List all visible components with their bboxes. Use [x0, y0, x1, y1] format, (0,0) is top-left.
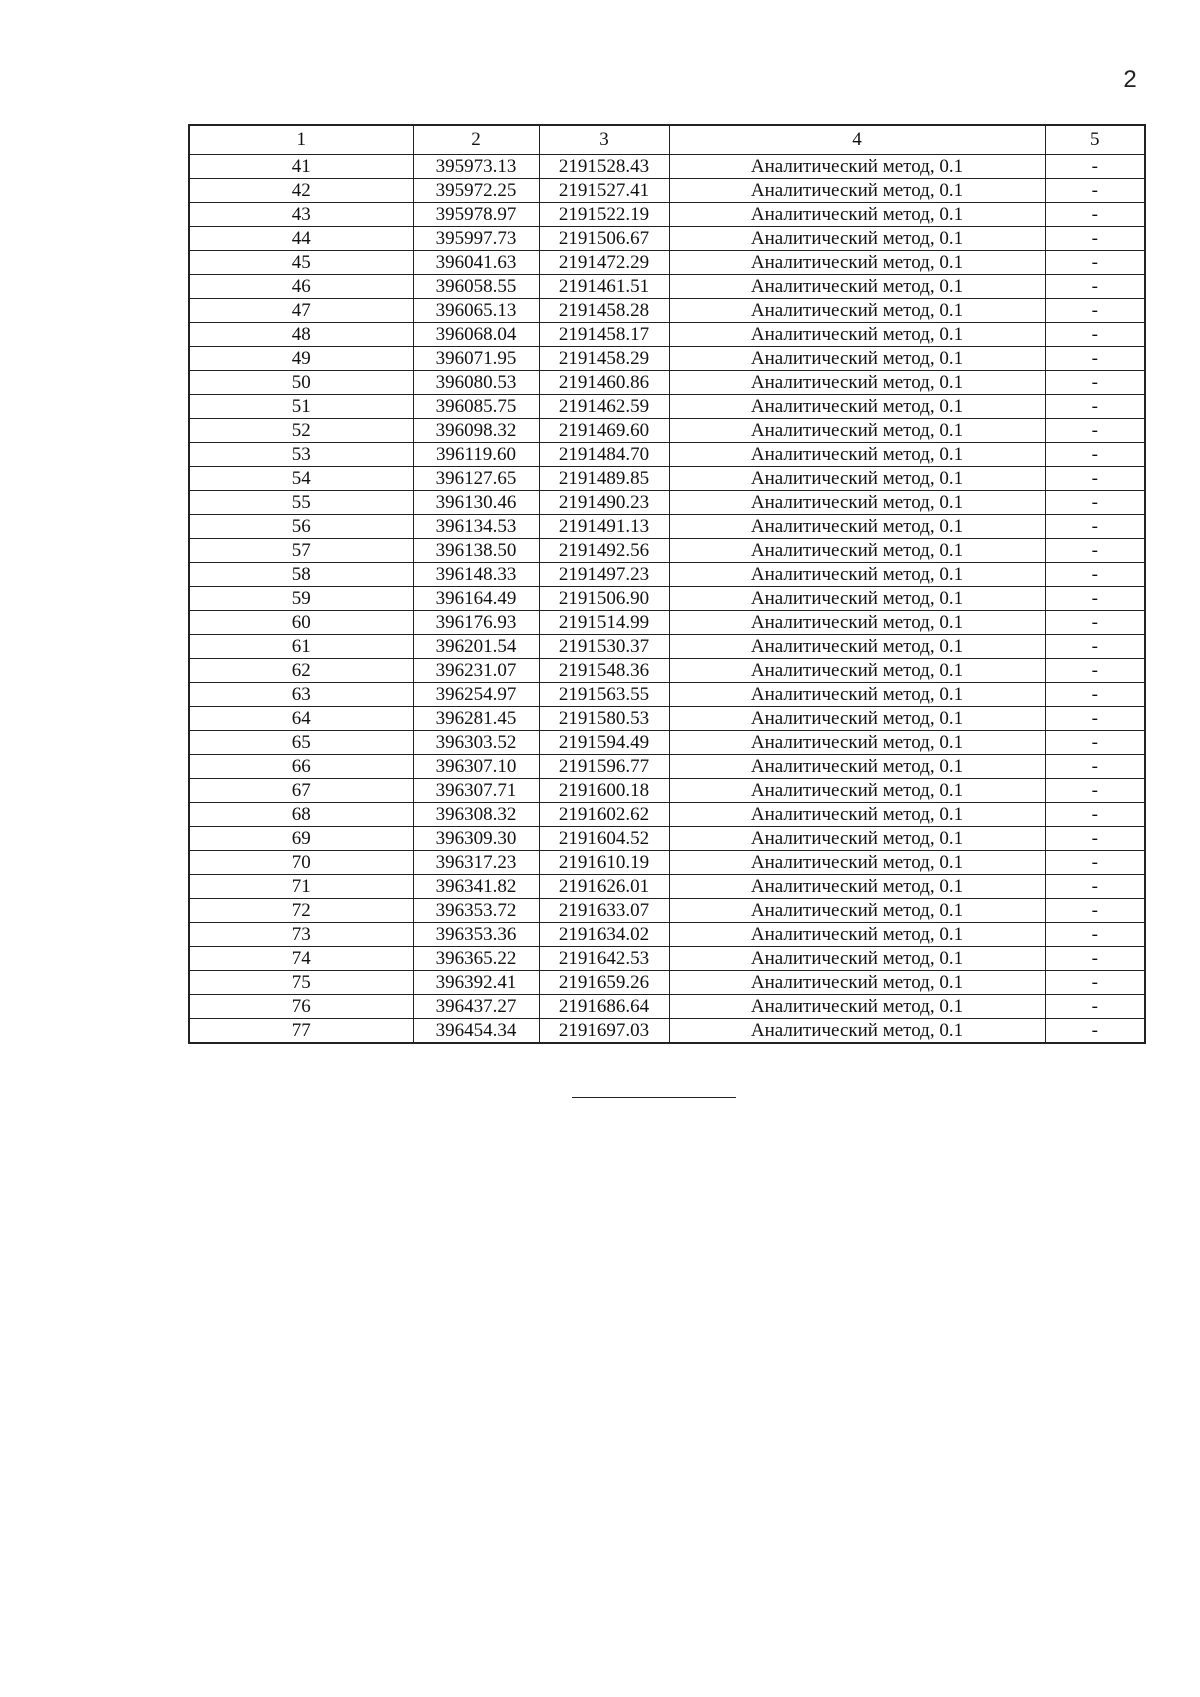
cell-x: 396176.93 [413, 611, 539, 635]
table-row [189, 731, 1145, 755]
cell-method: Аналитический метод, 0.1 [669, 299, 1045, 323]
cell-method: Аналитический метод, 0.1 [669, 971, 1045, 995]
cell-x: 396365.22 [413, 947, 539, 971]
table-row [189, 635, 1145, 659]
cell-method: Аналитический метод, 0.1 [669, 851, 1045, 875]
table-row [189, 611, 1145, 635]
cell-point-number: 75 [189, 971, 413, 995]
cell-y: 2191600.18 [539, 779, 669, 803]
cell-y: 2191472.29 [539, 251, 669, 275]
cell-point-number: 72 [189, 899, 413, 923]
cell-method: Аналитический метод, 0.1 [669, 539, 1045, 563]
table-row [189, 251, 1145, 275]
cell-description: - [1045, 1019, 1145, 1044]
cell-method: Аналитический метод, 0.1 [669, 611, 1045, 635]
cell-method: Аналитический метод, 0.1 [669, 275, 1045, 299]
cell-y: 2191563.55 [539, 683, 669, 707]
cell-point-number: 77 [189, 1019, 413, 1044]
cell-point-number: 45 [189, 251, 413, 275]
cell-x: 396353.36 [413, 923, 539, 947]
cell-y: 2191462.59 [539, 395, 669, 419]
table-row [189, 851, 1145, 875]
cell-point-number: 58 [189, 563, 413, 587]
cell-method: Аналитический метод, 0.1 [669, 1019, 1045, 1044]
table-row [189, 755, 1145, 779]
table-row [189, 923, 1145, 947]
cell-description: - [1045, 707, 1145, 731]
table-row [189, 419, 1145, 443]
cell-method: Аналитический метод, 0.1 [669, 443, 1045, 467]
table-row [189, 491, 1145, 515]
table-row [189, 299, 1145, 323]
table-row [189, 323, 1145, 347]
cell-y: 2191490.23 [539, 491, 669, 515]
table-row [189, 203, 1145, 227]
cell-y: 2191594.49 [539, 731, 669, 755]
cell-method: Аналитический метод, 0.1 [669, 659, 1045, 683]
cell-y: 2191596.77 [539, 755, 669, 779]
cell-point-number: 71 [189, 875, 413, 899]
cell-description: - [1045, 731, 1145, 755]
cell-y: 2191489.85 [539, 467, 669, 491]
cell-point-number: 62 [189, 659, 413, 683]
cell-y: 2191697.03 [539, 1019, 669, 1044]
cell-description: - [1045, 299, 1145, 323]
cell-y: 2191633.07 [539, 899, 669, 923]
cell-y: 2191514.99 [539, 611, 669, 635]
cell-point-number: 52 [189, 419, 413, 443]
cell-x: 396454.34 [413, 1019, 539, 1044]
column-header-y: 3 [539, 125, 669, 155]
cell-method: Аналитический метод, 0.1 [669, 395, 1045, 419]
cell-method: Аналитический метод, 0.1 [669, 155, 1045, 179]
cell-method: Аналитический метод, 0.1 [669, 827, 1045, 851]
cell-method: Аналитический метод, 0.1 [669, 803, 1045, 827]
cell-y: 2191506.90 [539, 587, 669, 611]
table-row [189, 971, 1145, 995]
cell-point-number: 53 [189, 443, 413, 467]
cell-x: 396231.07 [413, 659, 539, 683]
table-row [189, 515, 1145, 539]
cell-description: - [1045, 467, 1145, 491]
cell-y: 2191491.13 [539, 515, 669, 539]
table-row [189, 995, 1145, 1019]
cell-description: - [1045, 971, 1145, 995]
cell-point-number: 70 [189, 851, 413, 875]
cell-x: 396308.32 [413, 803, 539, 827]
table-row [189, 179, 1145, 203]
cell-description: - [1045, 251, 1145, 275]
cell-y: 2191458.29 [539, 347, 669, 371]
cell-x: 395997.73 [413, 227, 539, 251]
cell-y: 2191530.37 [539, 635, 669, 659]
cell-description: - [1045, 419, 1145, 443]
cell-y: 2191458.17 [539, 323, 669, 347]
cell-description: - [1045, 155, 1145, 179]
cell-x: 396068.04 [413, 323, 539, 347]
table-row [189, 539, 1145, 563]
cell-method: Аналитический метод, 0.1 [669, 371, 1045, 395]
cell-y: 2191460.86 [539, 371, 669, 395]
table-row [189, 707, 1145, 731]
cell-method: Аналитический метод, 0.1 [669, 947, 1045, 971]
table-row [189, 467, 1145, 491]
cell-description: - [1045, 779, 1145, 803]
cell-y: 2191548.36 [539, 659, 669, 683]
cell-description: - [1045, 563, 1145, 587]
cell-description: - [1045, 347, 1145, 371]
column-header-point-number: 1 [189, 125, 413, 155]
coordinates-table [188, 124, 1146, 1044]
cell-point-number: 59 [189, 587, 413, 611]
cell-x: 396254.97 [413, 683, 539, 707]
cell-y: 2191626.01 [539, 875, 669, 899]
table-row [189, 563, 1145, 587]
cell-point-number: 64 [189, 707, 413, 731]
cell-method: Аналитический метод, 0.1 [669, 755, 1045, 779]
table-row [189, 587, 1145, 611]
cell-description: - [1045, 635, 1145, 659]
cell-description: - [1045, 491, 1145, 515]
table-header-row [189, 125, 1145, 155]
column-header-description: 5 [1045, 125, 1145, 155]
cell-x: 396392.41 [413, 971, 539, 995]
cell-method: Аналитический метод, 0.1 [669, 779, 1045, 803]
cell-point-number: 60 [189, 611, 413, 635]
table-row [189, 875, 1145, 899]
cell-x: 396071.95 [413, 347, 539, 371]
table-row [189, 395, 1145, 419]
table-row [189, 347, 1145, 371]
cell-method: Аналитический метод, 0.1 [669, 491, 1045, 515]
cell-method: Аналитический метод, 0.1 [669, 515, 1045, 539]
cell-method: Аналитический метод, 0.1 [669, 203, 1045, 227]
cell-description: - [1045, 371, 1145, 395]
cell-description: - [1045, 179, 1145, 203]
cell-point-number: 74 [189, 947, 413, 971]
cell-description: - [1045, 395, 1145, 419]
cell-y: 2191659.26 [539, 971, 669, 995]
cell-description: - [1045, 995, 1145, 1019]
cell-point-number: 56 [189, 515, 413, 539]
cell-y: 2191604.52 [539, 827, 669, 851]
cell-point-number: 55 [189, 491, 413, 515]
cell-x: 396303.52 [413, 731, 539, 755]
table-row [189, 659, 1145, 683]
cell-point-number: 41 [189, 155, 413, 179]
cell-y: 2191528.43 [539, 155, 669, 179]
cell-point-number: 67 [189, 779, 413, 803]
cell-description: - [1045, 947, 1145, 971]
cell-y: 2191580.53 [539, 707, 669, 731]
table-row [189, 443, 1145, 467]
cell-x: 396127.65 [413, 467, 539, 491]
cell-description: - [1045, 443, 1145, 467]
cell-description: - [1045, 803, 1145, 827]
cell-x: 396437.27 [413, 995, 539, 1019]
table-row [189, 1019, 1145, 1044]
table-row [189, 779, 1145, 803]
cell-point-number: 50 [189, 371, 413, 395]
cell-method: Аналитический метод, 0.1 [669, 467, 1045, 491]
cell-method: Аналитический метод, 0.1 [669, 419, 1045, 443]
table-row [189, 899, 1145, 923]
cell-method: Аналитический метод, 0.1 [669, 635, 1045, 659]
cell-description: - [1045, 227, 1145, 251]
cell-x: 395973.13 [413, 155, 539, 179]
cell-point-number: 65 [189, 731, 413, 755]
page-number: 2 [1123, 66, 1137, 93]
cell-y: 2191461.51 [539, 275, 669, 299]
cell-x: 396307.71 [413, 779, 539, 803]
cell-x: 396164.49 [413, 587, 539, 611]
cell-description: - [1045, 659, 1145, 683]
table-row [189, 275, 1145, 299]
cell-point-number: 42 [189, 179, 413, 203]
cell-description: - [1045, 539, 1145, 563]
cell-description: - [1045, 899, 1145, 923]
cell-point-number: 54 [189, 467, 413, 491]
cell-description: - [1045, 875, 1145, 899]
cell-method: Аналитический метод, 0.1 [669, 227, 1045, 251]
cell-method: Аналитический метод, 0.1 [669, 875, 1045, 899]
cell-method: Аналитический метод, 0.1 [669, 587, 1045, 611]
column-header-x: 2 [413, 125, 539, 155]
cell-x: 396353.72 [413, 899, 539, 923]
end-of-document-line [572, 1097, 736, 1098]
cell-x: 396341.82 [413, 875, 539, 899]
cell-point-number: 68 [189, 803, 413, 827]
cell-y: 2191610.19 [539, 851, 669, 875]
cell-x: 396317.23 [413, 851, 539, 875]
cell-description: - [1045, 827, 1145, 851]
cell-point-number: 66 [189, 755, 413, 779]
table-row [189, 803, 1145, 827]
table-row [189, 947, 1145, 971]
cell-x: 396201.54 [413, 635, 539, 659]
cell-method: Аналитический метод, 0.1 [669, 731, 1045, 755]
table-row [189, 155, 1145, 179]
cell-y: 2191506.67 [539, 227, 669, 251]
cell-description: - [1045, 923, 1145, 947]
cell-x: 395978.97 [413, 203, 539, 227]
table-row [189, 227, 1145, 251]
cell-x: 396134.53 [413, 515, 539, 539]
cell-y: 2191484.70 [539, 443, 669, 467]
cell-point-number: 48 [189, 323, 413, 347]
cell-description: - [1045, 275, 1145, 299]
cell-point-number: 51 [189, 395, 413, 419]
cell-y: 2191602.62 [539, 803, 669, 827]
cell-x: 396307.10 [413, 755, 539, 779]
cell-method: Аналитический метод, 0.1 [669, 707, 1045, 731]
cell-x: 396065.13 [413, 299, 539, 323]
cell-point-number: 49 [189, 347, 413, 371]
table-body [189, 155, 1145, 1044]
cell-point-number: 63 [189, 683, 413, 707]
cell-point-number: 73 [189, 923, 413, 947]
cell-method: Аналитический метод, 0.1 [669, 923, 1045, 947]
cell-point-number: 44 [189, 227, 413, 251]
cell-x: 396098.32 [413, 419, 539, 443]
cell-method: Аналитический метод, 0.1 [669, 995, 1045, 1019]
cell-x: 396085.75 [413, 395, 539, 419]
cell-point-number: 47 [189, 299, 413, 323]
cell-method: Аналитический метод, 0.1 [669, 563, 1045, 587]
cell-y: 2191527.41 [539, 179, 669, 203]
cell-x: 396309.30 [413, 827, 539, 851]
cell-x: 396041.63 [413, 251, 539, 275]
cell-point-number: 61 [189, 635, 413, 659]
cell-method: Аналитический метод, 0.1 [669, 323, 1045, 347]
cell-y: 2191642.53 [539, 947, 669, 971]
cell-description: - [1045, 515, 1145, 539]
cell-point-number: 76 [189, 995, 413, 1019]
cell-y: 2191469.60 [539, 419, 669, 443]
cell-description: - [1045, 755, 1145, 779]
cell-method: Аналитический метод, 0.1 [669, 347, 1045, 371]
cell-description: - [1045, 587, 1145, 611]
cell-x: 396148.33 [413, 563, 539, 587]
cell-description: - [1045, 851, 1145, 875]
cell-x: 396080.53 [413, 371, 539, 395]
cell-method: Аналитический метод, 0.1 [669, 683, 1045, 707]
cell-y: 2191497.23 [539, 563, 669, 587]
column-header-method: 4 [669, 125, 1045, 155]
cell-x: 396058.55 [413, 275, 539, 299]
cell-description: - [1045, 203, 1145, 227]
cell-point-number: 69 [189, 827, 413, 851]
cell-y: 2191492.56 [539, 539, 669, 563]
cell-method: Аналитический метод, 0.1 [669, 899, 1045, 923]
cell-x: 395972.25 [413, 179, 539, 203]
cell-method: Аналитический метод, 0.1 [669, 251, 1045, 275]
cell-method: Аналитический метод, 0.1 [669, 179, 1045, 203]
cell-x: 396130.46 [413, 491, 539, 515]
cell-y: 2191634.02 [539, 923, 669, 947]
cell-description: - [1045, 683, 1145, 707]
cell-point-number: 46 [189, 275, 413, 299]
table-row [189, 827, 1145, 851]
cell-description: - [1045, 323, 1145, 347]
table-row [189, 371, 1145, 395]
cell-x: 396119.60 [413, 443, 539, 467]
cell-y: 2191522.19 [539, 203, 669, 227]
cell-x: 396281.45 [413, 707, 539, 731]
cell-point-number: 57 [189, 539, 413, 563]
cell-point-number: 43 [189, 203, 413, 227]
cell-y: 2191686.64 [539, 995, 669, 1019]
table-row [189, 683, 1145, 707]
cell-x: 396138.50 [413, 539, 539, 563]
cell-description: - [1045, 611, 1145, 635]
cell-y: 2191458.28 [539, 299, 669, 323]
